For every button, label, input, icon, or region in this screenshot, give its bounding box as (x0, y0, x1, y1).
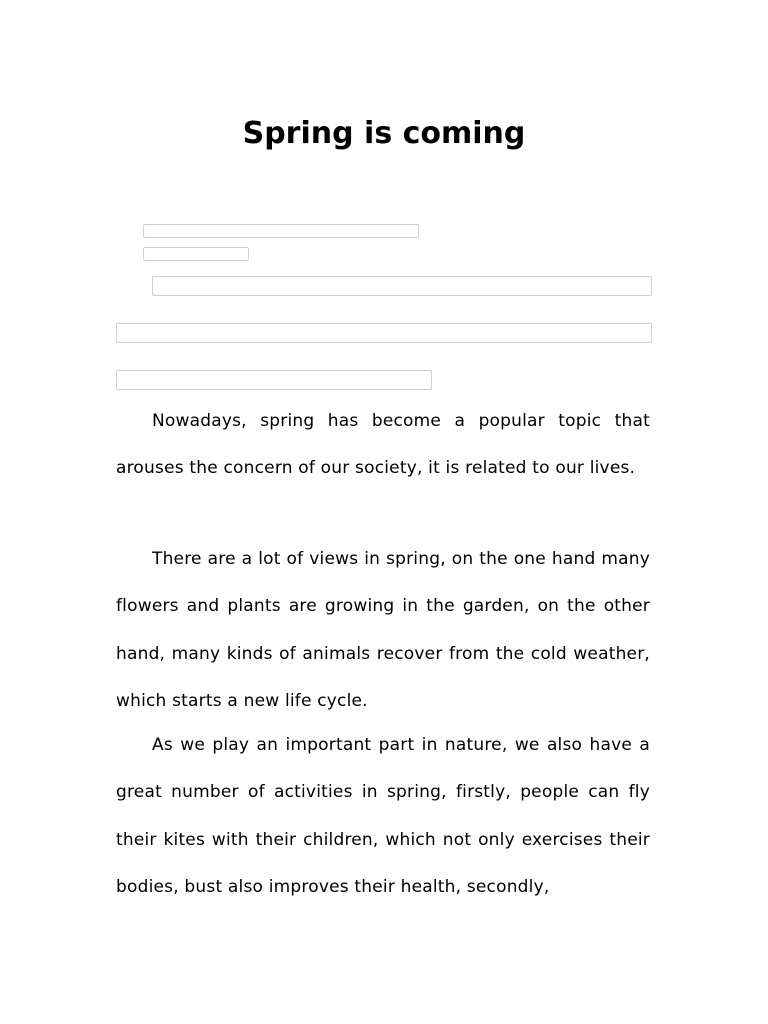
unreadable-cjk-line-3 (116, 370, 432, 390)
paragraph-3: As we play an important part in nature, we also have a great number of activities in spring, firstly, people can fly their kites with their children, which not only exercises their bodies, bust also improves their health, secondly, (116, 735, 650, 898)
paragraph-2: There are a lot of views in spring, on the one hand many flowers and plants are growing in the garden, on the other hand, many kinds of animals recover from the cold weather, which starts a new life cycle. (116, 549, 650, 712)
unreadable-cjk-line-2 (116, 323, 652, 343)
document-title: Spring is coming (242, 116, 526, 151)
unreadable-note-line-2 (143, 247, 249, 261)
unreadable-cjk-line-1 (152, 276, 652, 296)
paragraph-1: Nowadays, spring has become a popular topic that arouses the concern of our society, it is related to our lives. (116, 411, 650, 479)
unreadable-note-line-1 (143, 224, 419, 238)
